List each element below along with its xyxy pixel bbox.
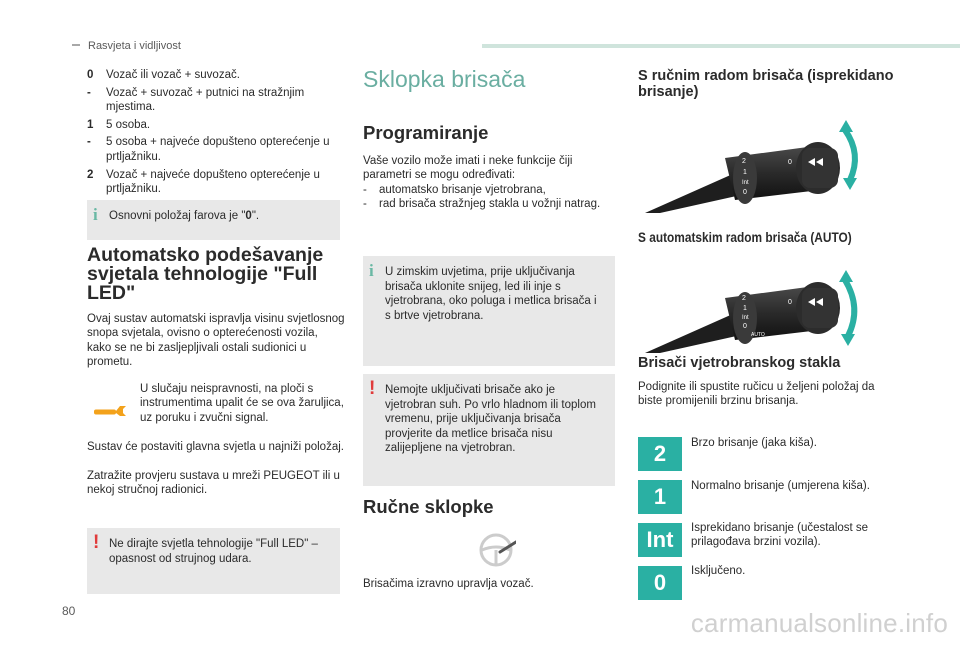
heading-auto-wiper: S automatskim radom brisača (AUTO) xyxy=(638,230,852,245)
section-header: Rasvjeta i vidljivost xyxy=(88,40,181,52)
mode-badge-1: 1 xyxy=(638,480,682,514)
svg-text:0: 0 xyxy=(788,299,792,306)
svg-text:1: 1 xyxy=(743,169,747,176)
programming-intro: Vaše vozilo može imati i neke funkcije čiji parametri se mogu određivati: xyxy=(363,155,573,182)
full-led-description: Ovaj sustav automatski ispravlja visinu svjetlosnog snopa svjetala, ovisno o opterećenosti vozila, kako se ne bi zasljepljivali ostali sudionici u prometu. xyxy=(87,313,345,369)
mode-description-1: Normalno brisanje (umjerena kiša). xyxy=(691,480,870,492)
reset-text-2: Zatražite provjeru sustava u mreži PEUGEOT ili u nekoj stručnoj radionici. xyxy=(87,470,340,497)
info-note-default-position: i Osnovni položaj farova je "0". xyxy=(87,200,340,240)
steering-wheel-icon xyxy=(476,530,516,570)
definition-row: 2 Vozač + najveće dopušteno opterećenje u prtljažniku. xyxy=(87,168,320,196)
mode-description-0: Isključeno. xyxy=(691,565,746,577)
reset-text-1: Sustav će postaviti glavna svjetla u najniži položaj. xyxy=(87,441,344,453)
mode-badge-0: 0 xyxy=(638,566,682,600)
svg-text:Int: Int xyxy=(742,180,749,186)
svg-text:1: 1 xyxy=(743,305,747,312)
definition-row: - 5 osoba + najveće dopušteno opterećenje u prtljažniku. xyxy=(87,136,330,163)
programming-list xyxy=(363,183,619,212)
heading-windscreen-wipers: Brisači vjetrobranskog stakla xyxy=(638,355,841,371)
list-item: - automatsko brisanje vjetrobrana, xyxy=(363,184,546,196)
heading-manual-switches: Ručne sklopke xyxy=(363,496,494,517)
heading-manual-wiper: S ručnim radom brisača (isprekidano brisanje) xyxy=(638,68,894,100)
wrench-icon xyxy=(92,398,128,420)
page-number: 80 xyxy=(62,604,76,618)
svg-text:Int: Int xyxy=(742,315,749,321)
manual-switches-text: Brisačima izravno upravlja vozač. xyxy=(363,578,534,590)
load-definition-list xyxy=(87,68,343,200)
heading-programming: Programiranje xyxy=(363,122,489,143)
warning-icon: ! xyxy=(93,532,100,553)
section-title-wiper-switch: Sklopka brisača xyxy=(363,66,526,92)
wiper-stalk-auto-image xyxy=(640,258,880,353)
heading-full-led: Automatsko podešavanje svjetala tehnologije "Full LED" xyxy=(87,244,324,304)
header-rule-left xyxy=(72,44,80,46)
info-icon: i xyxy=(93,205,98,224)
definition-row: 1 5 osoba. xyxy=(87,118,151,131)
definition-row: 0 Vozač ili vozač + suvozač. xyxy=(87,69,240,81)
wiper-stalk-manual-image xyxy=(640,118,880,213)
list-item: - rad brisača stražnjeg stakla u vožnji natrag. xyxy=(363,198,601,211)
warning-icon: ! xyxy=(369,378,376,399)
mode-description-int: Isprekidano brisanje (učestalost se prilagođava brzini vozila). xyxy=(691,522,869,549)
info-note-winter: i U zimskim uvjetima, prije uključivanja brisača uklonite snijeg, led ili inje s vjetrobrana, oko poluga i metlica brisača i s brtve vjetrobrana. xyxy=(363,256,615,366)
definition-row: - Vozač + suvozač + putnici na stražnjim mjestima. xyxy=(87,86,305,114)
watermark: carmanualsonline.info xyxy=(690,608,948,638)
windscreen-wipers-text: Podignite ili spustite ručicu u željeni položaj da biste promijenili brzinu brisanja. xyxy=(638,381,875,408)
svg-text:0: 0 xyxy=(788,159,792,166)
warning-note-dry-windscreen: ! Nemojte uključivati brisače ako je vjetrobran suh. Po vrlo hladnom ili toplom vremenu, prije uključivanja brisača provjerite da metlice brisača nisu zalijepljene na vjetrobran. xyxy=(363,374,615,486)
svg-text:0: 0 xyxy=(743,189,747,196)
mode-badge-2: 2 xyxy=(638,437,682,471)
svg-text:AUTO: AUTO xyxy=(751,332,765,338)
warning-note-full-led: ! Ne dirajte svjetla tehnologije "Full LED" – opasnost od strujnog udara. xyxy=(87,528,340,594)
header-rule-right xyxy=(482,44,960,48)
mode-badge-int: Int xyxy=(638,523,682,557)
mode-description-2: Brzo brisanje (jaka kiša). xyxy=(691,437,817,449)
info-icon: i xyxy=(369,261,374,280)
svg-text:2: 2 xyxy=(742,295,746,302)
svg-text:2: 2 xyxy=(742,158,746,165)
fault-warning-text: U slučaju neispravnosti, na ploči s instrumentima upalit će se ova žaruljica, uz poruku i zvučni signal. xyxy=(140,383,344,424)
svg-text:0: 0 xyxy=(743,323,747,330)
